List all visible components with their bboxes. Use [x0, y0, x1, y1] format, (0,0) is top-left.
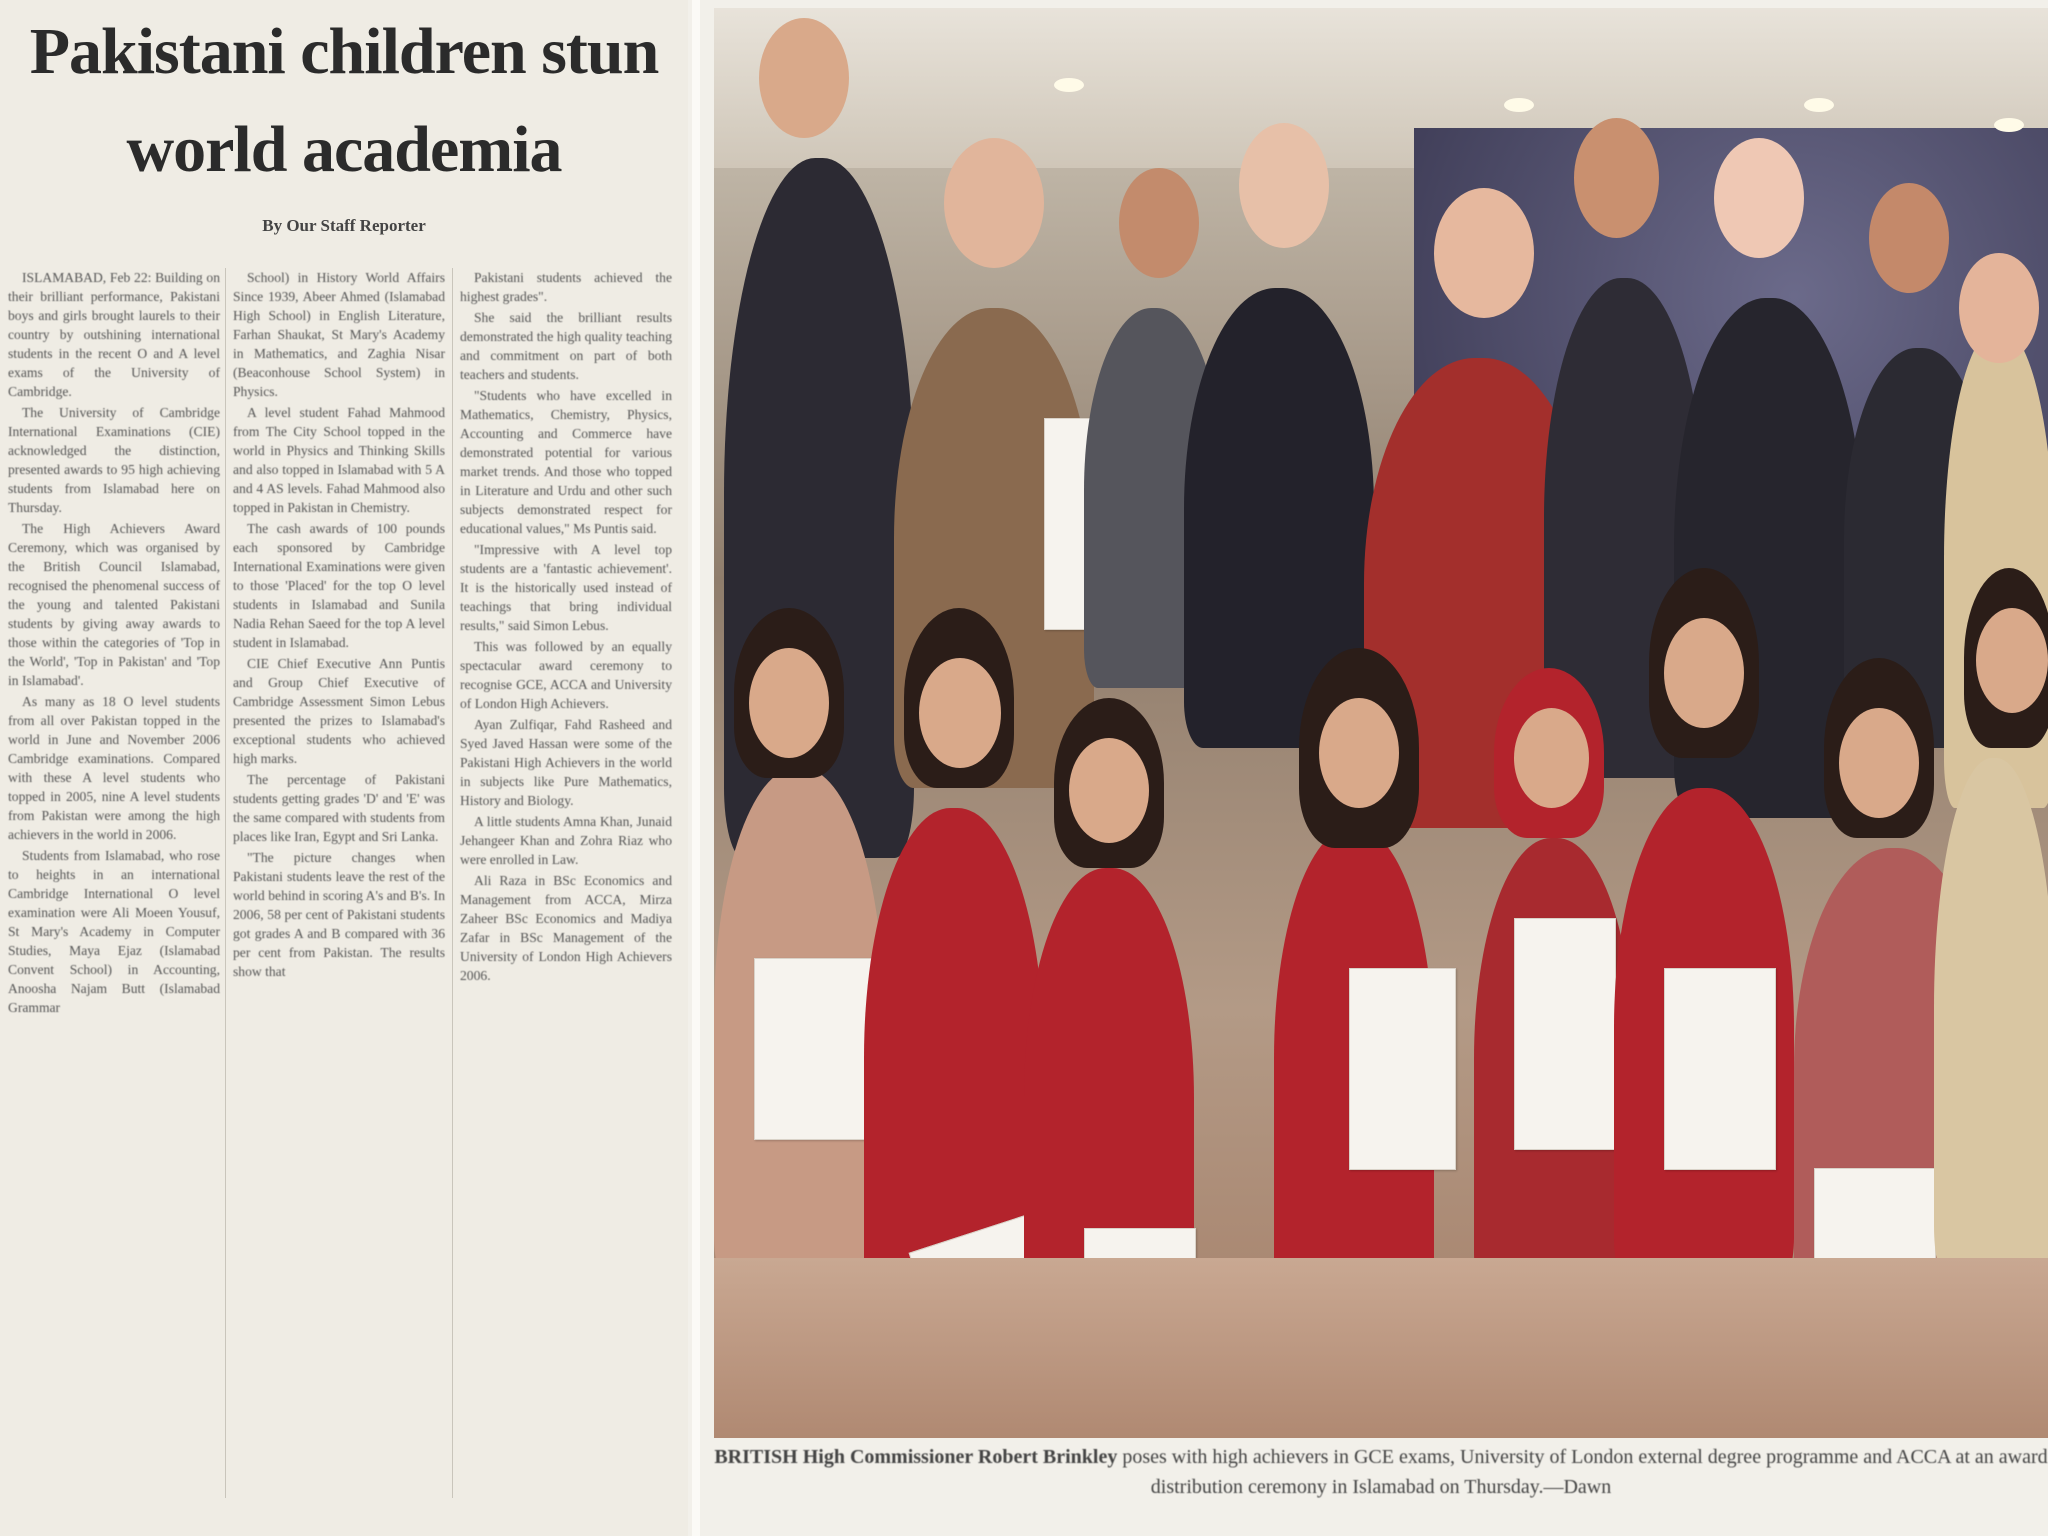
paragraph: The High Achievers Award Ceremony, which was organised by the British Council Islamabad, recognised the phenomenal success of the young and talented Pakistani students by giving away awards to those within the categories of 'Top in the World', 'Top in Pakistan' and 'Top in Islamabad'.: [8, 521, 220, 688]
paragraph: ISLAMABAD, Feb 22: Building on their brilliant performance, Pakistani boys and girls brought laurels to their country by outshining international students in the recent O and A level exams of the University of Cambridge.: [8, 270, 220, 399]
face: [1069, 738, 1149, 843]
group-photo: [714, 8, 2048, 1438]
paragraph: Students from Islamabad, who rose to heights in an international Cambridge International O level examination were Ali Moeen Yousuf, St Mary's Academy in Computer Studies, Maya Ejaz (Islamabad Convent School) in Accounting, Anoosha Najam Butt (Islamabad Grammar: [8, 848, 220, 1015]
headline-line-1: Pakistani children stun: [29, 15, 659, 88]
seated-student: [1934, 758, 2048, 1278]
article-column-3: [460, 268, 672, 1508]
ceiling-light: [1054, 78, 1084, 92]
face: [1959, 253, 2039, 363]
face: [1839, 708, 1919, 818]
certificate: [1814, 1168, 1936, 1260]
face: [1239, 123, 1329, 248]
ceiling-light: [1804, 98, 1834, 112]
face: [1434, 188, 1534, 318]
column-divider: [225, 268, 226, 1498]
paragraph: She said the brilliant results demonstrated the high quality teaching and commitment on part of both teachers and students.: [460, 310, 672, 382]
face: [749, 648, 829, 758]
paragraph: Ali Raza in BSc Economics and Management from ACCA, Mirza Zaheer BSc Economics and Madiya Zafar in BSc Management of the University of London High Achievers 2006.: [460, 873, 672, 983]
paragraph: "Students who have excelled in Mathematics, Chemistry, Physics, Accounting and Commerce have demonstrated potential for various market trends. And those who topped in Literature and Urdu and other such subjects demonstrated respect for educational values," Ms Puntis said.: [460, 388, 672, 536]
photo-caption: [714, 1442, 2048, 1502]
paragraph: "Impressive with A level top students are a 'fantastic achievement'. It is the historically used instead of teachings that bring individual results," said Simon Lebus.: [460, 542, 672, 633]
column-divider: [452, 268, 453, 1498]
paragraph: Ayan Zulfiqar, Fahd Rasheed and Syed Javed Hassan were some of the Pakistani High Achievers in the world in subjects like Pure Mathematics, History and Biology.: [460, 717, 672, 808]
news-article: [0, 0, 688, 1536]
paragraph: The percentage of Pakistani students getting grades 'D' and 'E' was the same compared with students from places like Iran, Egypt and Sri Lanka.: [233, 772, 445, 844]
paragraph: As many as 18 O level students from all over Pakistan topped in the world in June and November 2006 Cambridge examinations. Compared with these A level students who topped in 2005, nine A level students from Pakistan were among the high achievers in the world in 2006.: [8, 694, 220, 842]
certificate: [1349, 968, 1456, 1170]
face: [1664, 618, 1744, 728]
face: [1714, 138, 1804, 258]
paragraph: A little students Amna Khan, Junaid Jehangeer Khan and Zohra Riaz who were enrolled in Law.: [460, 814, 672, 867]
paragraph: The cash awards of 100 pounds each sponsored by Cambridge International Examinations were given to those 'Placed' for the top O level students in Islamabad and Sunila Nadia Rehan Saeed for the top A level student in Islamabad.: [233, 521, 445, 650]
headline-line-2: world academia: [126, 113, 562, 186]
face: [1319, 698, 1399, 808]
paragraph: "The picture changes when Pakistani students leave the rest of the world behind in scoring A's and B's. In 2006, 58 per cent of Pakistani students got grades A and B compared with 36 per cent from Pakistan. The results show that: [233, 850, 445, 979]
article-column-1: [8, 268, 220, 1508]
caption-lead: BRITISH High Commissioner Robert Brinkley: [714, 1446, 1118, 1468]
ceiling-light: [1994, 118, 2024, 132]
paragraph: School) in History World Affairs Since 1939, Abeer Ahmed (Islamabad High School) in English Literature, Farhan Shaukat, St Mary's Academy in Mathematics, and Zaghia Nisar (Beaconhouse School System) in Physics.: [233, 270, 445, 399]
face: [759, 18, 849, 138]
face: [919, 658, 1001, 768]
face: [944, 138, 1044, 268]
caption-text: poses with high achievers in GCE exams, University of London external degree programme and ACCA at an award distribution ceremony in Islamabad on Thursday.—Dawn: [1117, 1446, 2048, 1498]
paragraph: Pakistani students achieved the highest grades".: [460, 270, 672, 304]
certificate: [754, 958, 876, 1140]
photo-floor: [714, 1258, 2048, 1438]
certificate: [1514, 918, 1616, 1150]
paragraph: A level student Fahad Mahmood from The City School topped in the world in Physics and Thinking Skills and also topped in Islamabad with 5 A and 4 AS levels. Fahad Mahmood also topped in Pakistan in Chemistry.: [233, 405, 445, 515]
certificate: [1664, 968, 1776, 1170]
paragraph: CIE Chief Executive Ann Puntis and Group Chief Executive of Cambridge Assessment Simon Lebus presented the prizes to Islamabad's exceptional students who achieved high marks.: [233, 656, 445, 766]
ceiling-light: [1504, 98, 1534, 112]
face: [1976, 608, 2048, 713]
face: [1514, 708, 1589, 808]
face: [1869, 183, 1949, 293]
paragraph: This was followed by an equally spectacular award ceremony to recognise GCE, ACCA and University of London High Achievers.: [460, 639, 672, 711]
face: [1119, 168, 1199, 278]
article-column-2: [233, 268, 445, 1508]
face: [1574, 118, 1659, 238]
paragraph: The University of Cambridge International Examinations (CIE) acknowledged the distinction, presented awards to 95 high achieving students from Islamabad here on Thursday.: [8, 405, 220, 515]
byline: By Our Staff Reporter: [262, 216, 426, 235]
page-gutter: [692, 0, 700, 1536]
